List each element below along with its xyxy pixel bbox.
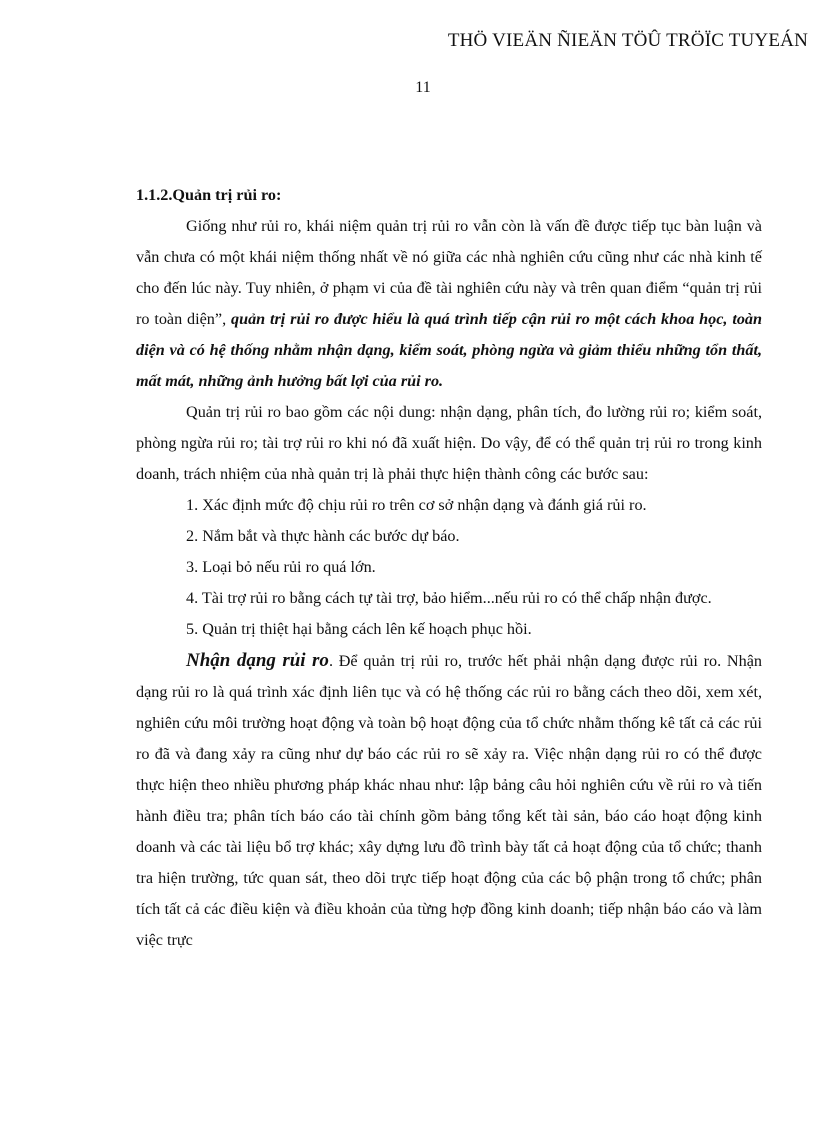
page-number: 11 <box>415 79 431 96</box>
paragraph-text: . Để quản trị rủi ro, trước hết phải nhận dạng được rủi ro. Nhận dạng rủi ro là quá trình xác định liên tục và có hệ thống các rủi ro bằng cách theo dõi, xem xét, nghiên cứu môi trường hoạt động và toàn bộ hoạt động của tổ chức nhằm thống kê tất cả các rủi ro đã và đang xảy ra cũng như dự báo các rủi ro sẽ xảy ra. Việc nhận dạng rủi ro có thể được thực hiện theo nhiều phương pháp khác nhau như: lập bảng câu hỏi nghiên cứu về rủi ro và tiến hành điều tra; phân tích báo cáo tài chính gồm bảng tổng kết tài sản, báo cáo hoạt động kinh doanh và các tài liệu bổ trợ khác; xây dựng lưu đồ trình bày tất cả hoạt động của tổ chức; thanh tra hiện trường, tức quan sát, theo dõi trực tiếp hoạt động của các bộ phận trong tổ chức; phân tích tất cả các điều kiện và điều khoản của từng hợp đồng kinh doanh; tiếp nhận báo cáo và làm việc trực <box>136 652 762 949</box>
page-body <box>136 180 762 956</box>
run-in-heading: Nhận dạng rủi ro <box>186 650 329 671</box>
section-heading: 1.1.2.Quản trị rủi ro: <box>136 186 282 204</box>
list-item: 1. Xác định mức độ chịu rủi ro trên cơ sở nhận dạng và đánh giá rủi ro. <box>186 496 647 514</box>
paragraph-risk-identification <box>136 645 762 956</box>
list-item: 2. Nắm bắt và thực hành các bước dự báo. <box>186 527 460 545</box>
header-title: THÖ VIEÄN ÑIEÄN TÖÛ TRÖÏC TUYEÁN <box>447 30 808 51</box>
list-item: 3. Loại bỏ nếu rủi ro quá lớn. <box>186 558 376 576</box>
list-item: 4. Tài trợ rủi ro bằng cách tự tài trợ, bảo hiểm...nếu rủi ro có thể chấp nhận được. <box>186 589 712 607</box>
paragraph-definition <box>136 211 762 397</box>
definition-emphasis: quản trị rủi ro được hiểu là quá trình tiếp cận rủi ro một cách khoa học, toàn diện và có hệ thống nhằm nhận dạng, kiểm soát, phòng ngừa và giảm thiểu những tổn thất, mất mát, những ảnh hưởng bất lợi của rủi ro. <box>136 310 763 390</box>
list-item: 5. Quản trị thiệt hại bằng cách lên kế hoạch phục hồi. <box>186 620 532 638</box>
paragraph-contents: Quản trị rủi ro bao gồm các nội dung: nhận dạng, phân tích, đo lường rủi ro; kiểm soát, phòng ngừa rủi ro; tài trợ rủi ro khi nó đã xuất hiện. Do vậy, để có thể quản trị rủi ro trong kinh doanh, trách nhiệm của nhà quản trị là phải thực hiện thành công các bước sau: <box>136 403 762 483</box>
paragraph-text: Giống như rủi ro, khái niệm quản trị rủi ro vẫn còn là vấn đề được tiếp tục bàn luận và vẫn chưa có một khái niệm thống nhất về nó giữa các nhà nghiên cứu cũng như các nhà kinh tế cho đến lúc này. Tuy nhiên, ở phạm vi của đề tài nghiên cứu này và trên quan điểm “quản trị rủi ro toàn diện”, <box>136 217 762 328</box>
